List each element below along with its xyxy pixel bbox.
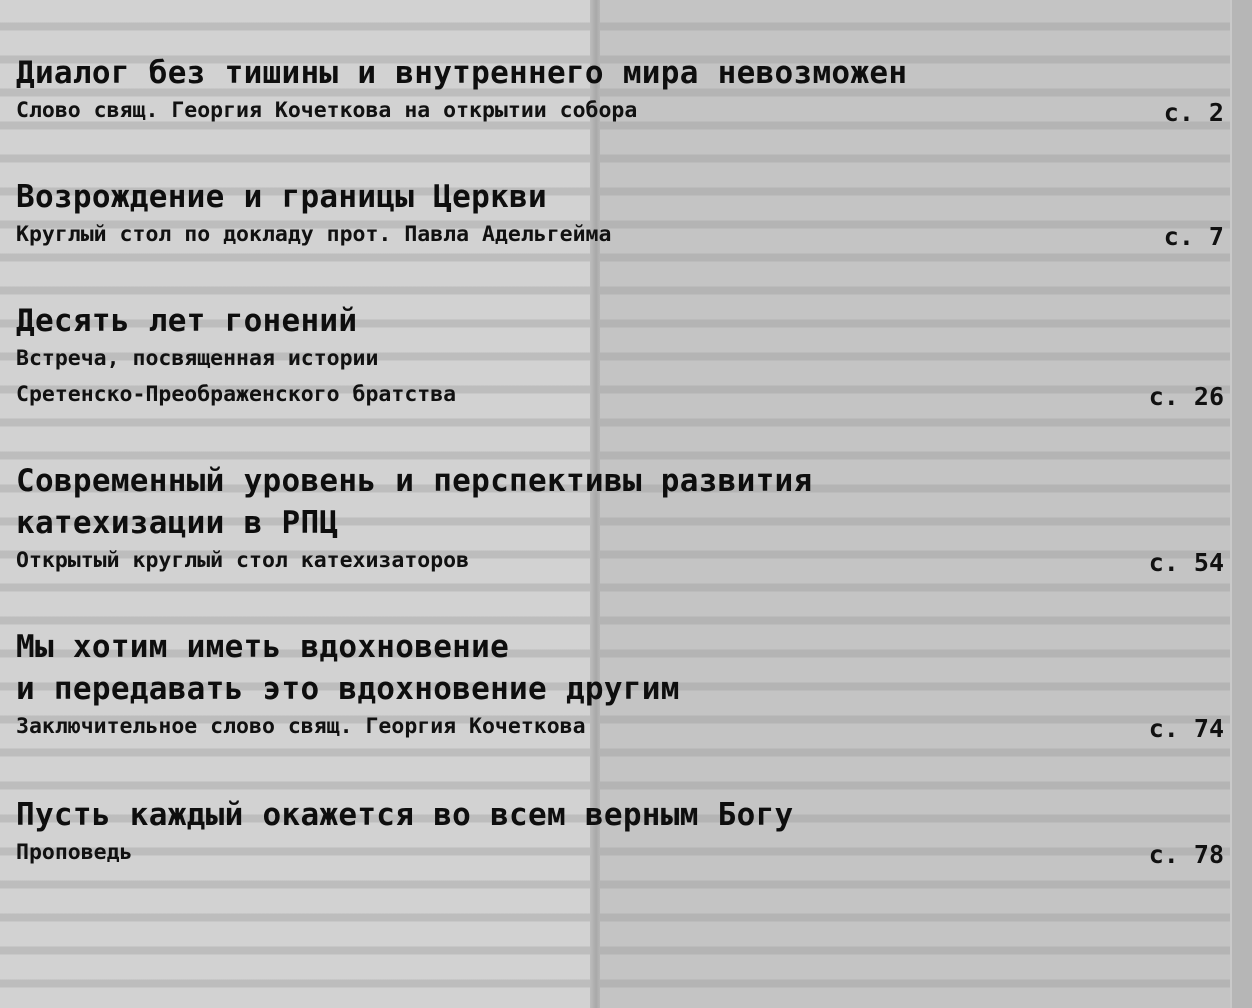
entry-subtitle-line: Круглый стол по докладу прот. Павла Адельгейма (16, 222, 612, 247)
entry-title-line: Возрождение и границы Церкви (16, 179, 547, 215)
entry-subtitle-line: Слово свящ. Георгия Кочеткова на открытии собора (16, 98, 638, 123)
entry-subtitle-line: Заключительное слово свящ. Георгия Кочеткова (16, 714, 586, 739)
entry-title-line: Десять лет гонений (16, 303, 358, 339)
entry-subtitle-line: Сретенско-Преображенского братства (16, 382, 457, 407)
entry-title-line: Пусть каждый окажется во всем верным Богу (16, 797, 794, 833)
entry-subtitle-line: Встреча, посвященная истории (16, 346, 379, 371)
entry-subtitle-row (16, 218, 1224, 254)
entry-subtitle-row (16, 342, 1224, 378)
toc-entry[interactable] (16, 794, 1224, 872)
entry-title-line: катехизации в РПЦ (16, 505, 339, 541)
entry-page-number: с. 78 (1148, 840, 1224, 869)
entry-subtitle-row (16, 544, 1224, 580)
entry-title-line: Мы хотим иметь вдохновение (16, 629, 510, 665)
entry-title-line: Современный уровень и перспективы развития (16, 463, 813, 499)
toc-entry[interactable] (16, 300, 1224, 414)
entry-subtitle-row (16, 710, 1224, 746)
toc-entry[interactable] (16, 626, 1224, 746)
entry-title-line: и передавать это вдохновение другим (16, 671, 680, 707)
toc-entry[interactable] (16, 52, 1224, 130)
entry-page-number: с. 54 (1148, 548, 1224, 577)
entry-page-number: с. 26 (1148, 382, 1224, 411)
toc-entry[interactable] (16, 176, 1224, 254)
entry-subtitle-row (16, 378, 1224, 414)
entry-page-number: с. 74 (1148, 714, 1224, 743)
entry-subtitle-line: Открытый круглый стол катехизаторов (16, 548, 470, 573)
entry-page-number: с. 7 (1163, 222, 1224, 251)
entry-title-line: Диалог без тишины и внутреннего мира невозможен (16, 55, 908, 91)
entry-subtitle-line: Проповедь (16, 840, 133, 865)
toc-entry[interactable] (16, 460, 1224, 580)
entry-page-number: с. 2 (1163, 98, 1224, 127)
entry-subtitle-row (16, 94, 1224, 130)
entry-subtitle-row (16, 836, 1224, 872)
